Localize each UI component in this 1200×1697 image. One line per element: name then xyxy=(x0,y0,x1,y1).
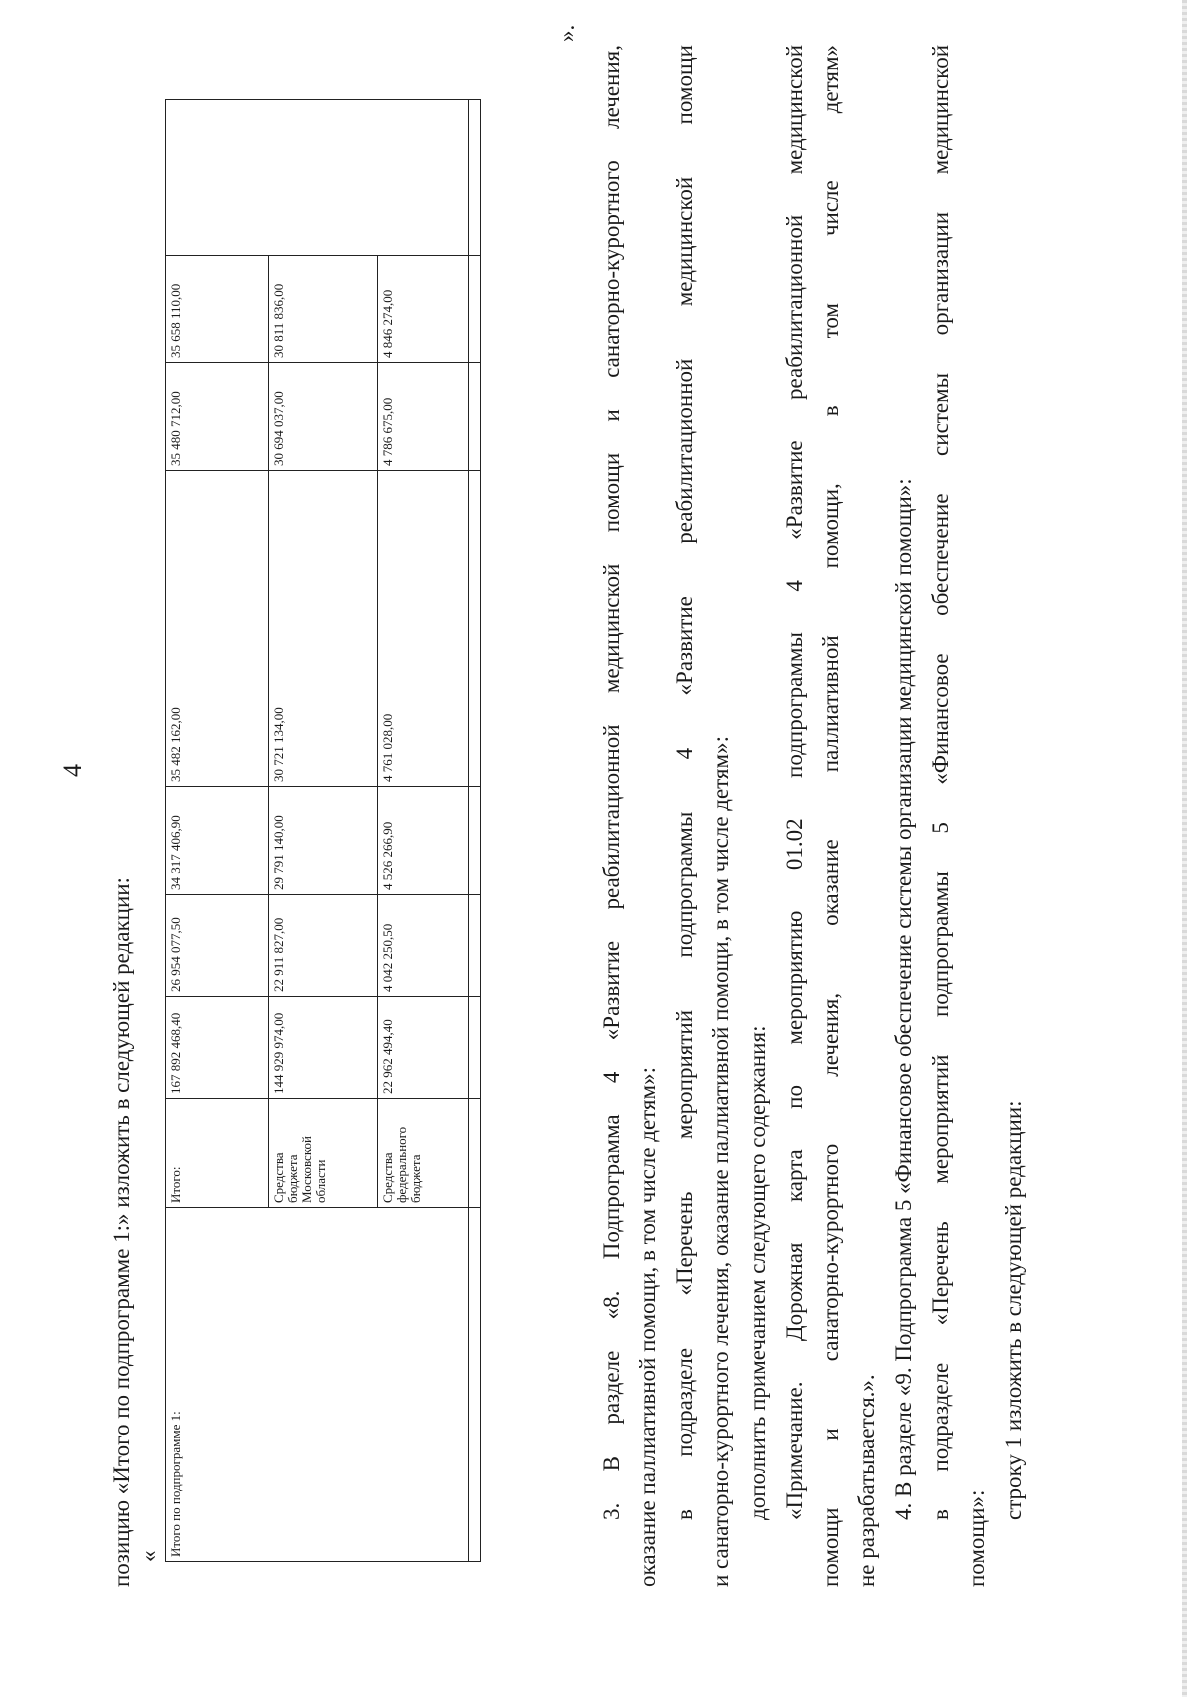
year3-cell: 35 482 162,00 xyxy=(166,471,269,787)
p6-line2: помощи и санаторно-курортного лечения, оказание паллиативной помощи, в том числе детям» xyxy=(818,45,843,1587)
p6-line3: не разрабатывается.». xyxy=(854,1374,879,1587)
source-cell: Средства федерального бюджета xyxy=(378,1099,469,1208)
year5-cell: 30 811 836,00 xyxy=(269,256,378,363)
page-number: 4 xyxy=(58,764,87,777)
spacer-cell xyxy=(469,787,481,895)
total-cell: 167 892 468,40 xyxy=(166,997,269,1099)
source-cell: Итого: xyxy=(166,1099,269,1208)
spacer-cell xyxy=(469,895,481,997)
year2-cell: 29 791 140,00 xyxy=(269,787,378,895)
source-cell: Средства бюджета Московской области xyxy=(269,1099,378,1208)
spacer-cell xyxy=(469,1099,481,1208)
spacer-cell xyxy=(469,100,481,256)
year3-cell: 4 761 028,00 xyxy=(378,471,469,787)
total-cell: 144 929 974,00 xyxy=(269,997,378,1099)
p8-line2: помощи»: xyxy=(964,1489,989,1587)
scan-edge-artifact xyxy=(1182,0,1187,1697)
p9-line1: строку 1 изложить в следующей редакции: xyxy=(1001,1100,1026,1520)
intro-line: позицию «Итого по подпрограмме 1:» изложить в следующей редакции: xyxy=(109,877,134,1587)
p3-line2: оказание паллиативной помощи, в том числе детям»: xyxy=(635,1067,660,1587)
year3-cell: 30 721 134,00 xyxy=(269,471,378,787)
spacer-cell xyxy=(469,471,481,787)
total-cell: 22 962 494,40 xyxy=(378,997,469,1099)
spacer-cell xyxy=(469,997,481,1099)
p8-line1: в подразделе «Перечень мероприятий подпрограммы 5 «Финансовое обеспечение системы организации медицинской xyxy=(928,45,953,1520)
year2-cell: 34 317 406,90 xyxy=(166,787,269,895)
p7-line1: 4. В разделе «9. Подпрограмма 5 «Финансовое обеспечение системы организации медицинской помощи»: xyxy=(891,478,916,1520)
year5-cell: 4 846 274,00 xyxy=(378,256,469,363)
spacer-cell xyxy=(469,256,481,363)
year4-cell: 35 480 712,00 xyxy=(166,363,269,471)
p5-line1: дополнить примечанием следующего содержания: xyxy=(745,1025,770,1520)
year1-cell: 4 042 250,50 xyxy=(378,895,469,997)
p6-line1: «Примечание. Дорожная карта по мероприятию 01.02 подпрограммы 4 «Развитие реабилитационной медицинской xyxy=(782,45,807,1520)
year1-cell: 22 911 827,00 xyxy=(269,895,378,997)
open-quote: « xyxy=(136,1550,161,1562)
year1-cell: 26 954 077,50 xyxy=(166,895,269,997)
spacer-cell xyxy=(469,1208,481,1562)
table-row xyxy=(469,100,481,1562)
year4-cell: 4 786 675,00 xyxy=(378,363,469,471)
p4-line2: и санаторно-курортного лечения, оказание паллиативной помощи, в том числе детям»: xyxy=(708,736,733,1587)
empty-cell xyxy=(166,100,469,256)
p4-line1: в подразделе «Перечень мероприятий подпрограммы 4 «Развитие реабилитационной медицинской помощи xyxy=(672,45,697,1520)
spacer-cell xyxy=(469,363,481,471)
subprogram-label-cell: Итого по подпрограмме 1: xyxy=(166,1208,469,1562)
year4-cell: 30 694 037,00 xyxy=(269,363,378,471)
p3-line1: 3. В разделе «8. Подпрограмма 4 «Развитие реабилитационной медицинской помощи и санаторно-курортного лечения, xyxy=(599,45,624,1520)
table-row xyxy=(166,100,269,1562)
close-quote: ». xyxy=(554,24,579,42)
year5-cell: 35 658 110,00 xyxy=(166,256,269,363)
funding-table xyxy=(165,99,481,1562)
year2-cell: 4 526 266,90 xyxy=(378,787,469,895)
